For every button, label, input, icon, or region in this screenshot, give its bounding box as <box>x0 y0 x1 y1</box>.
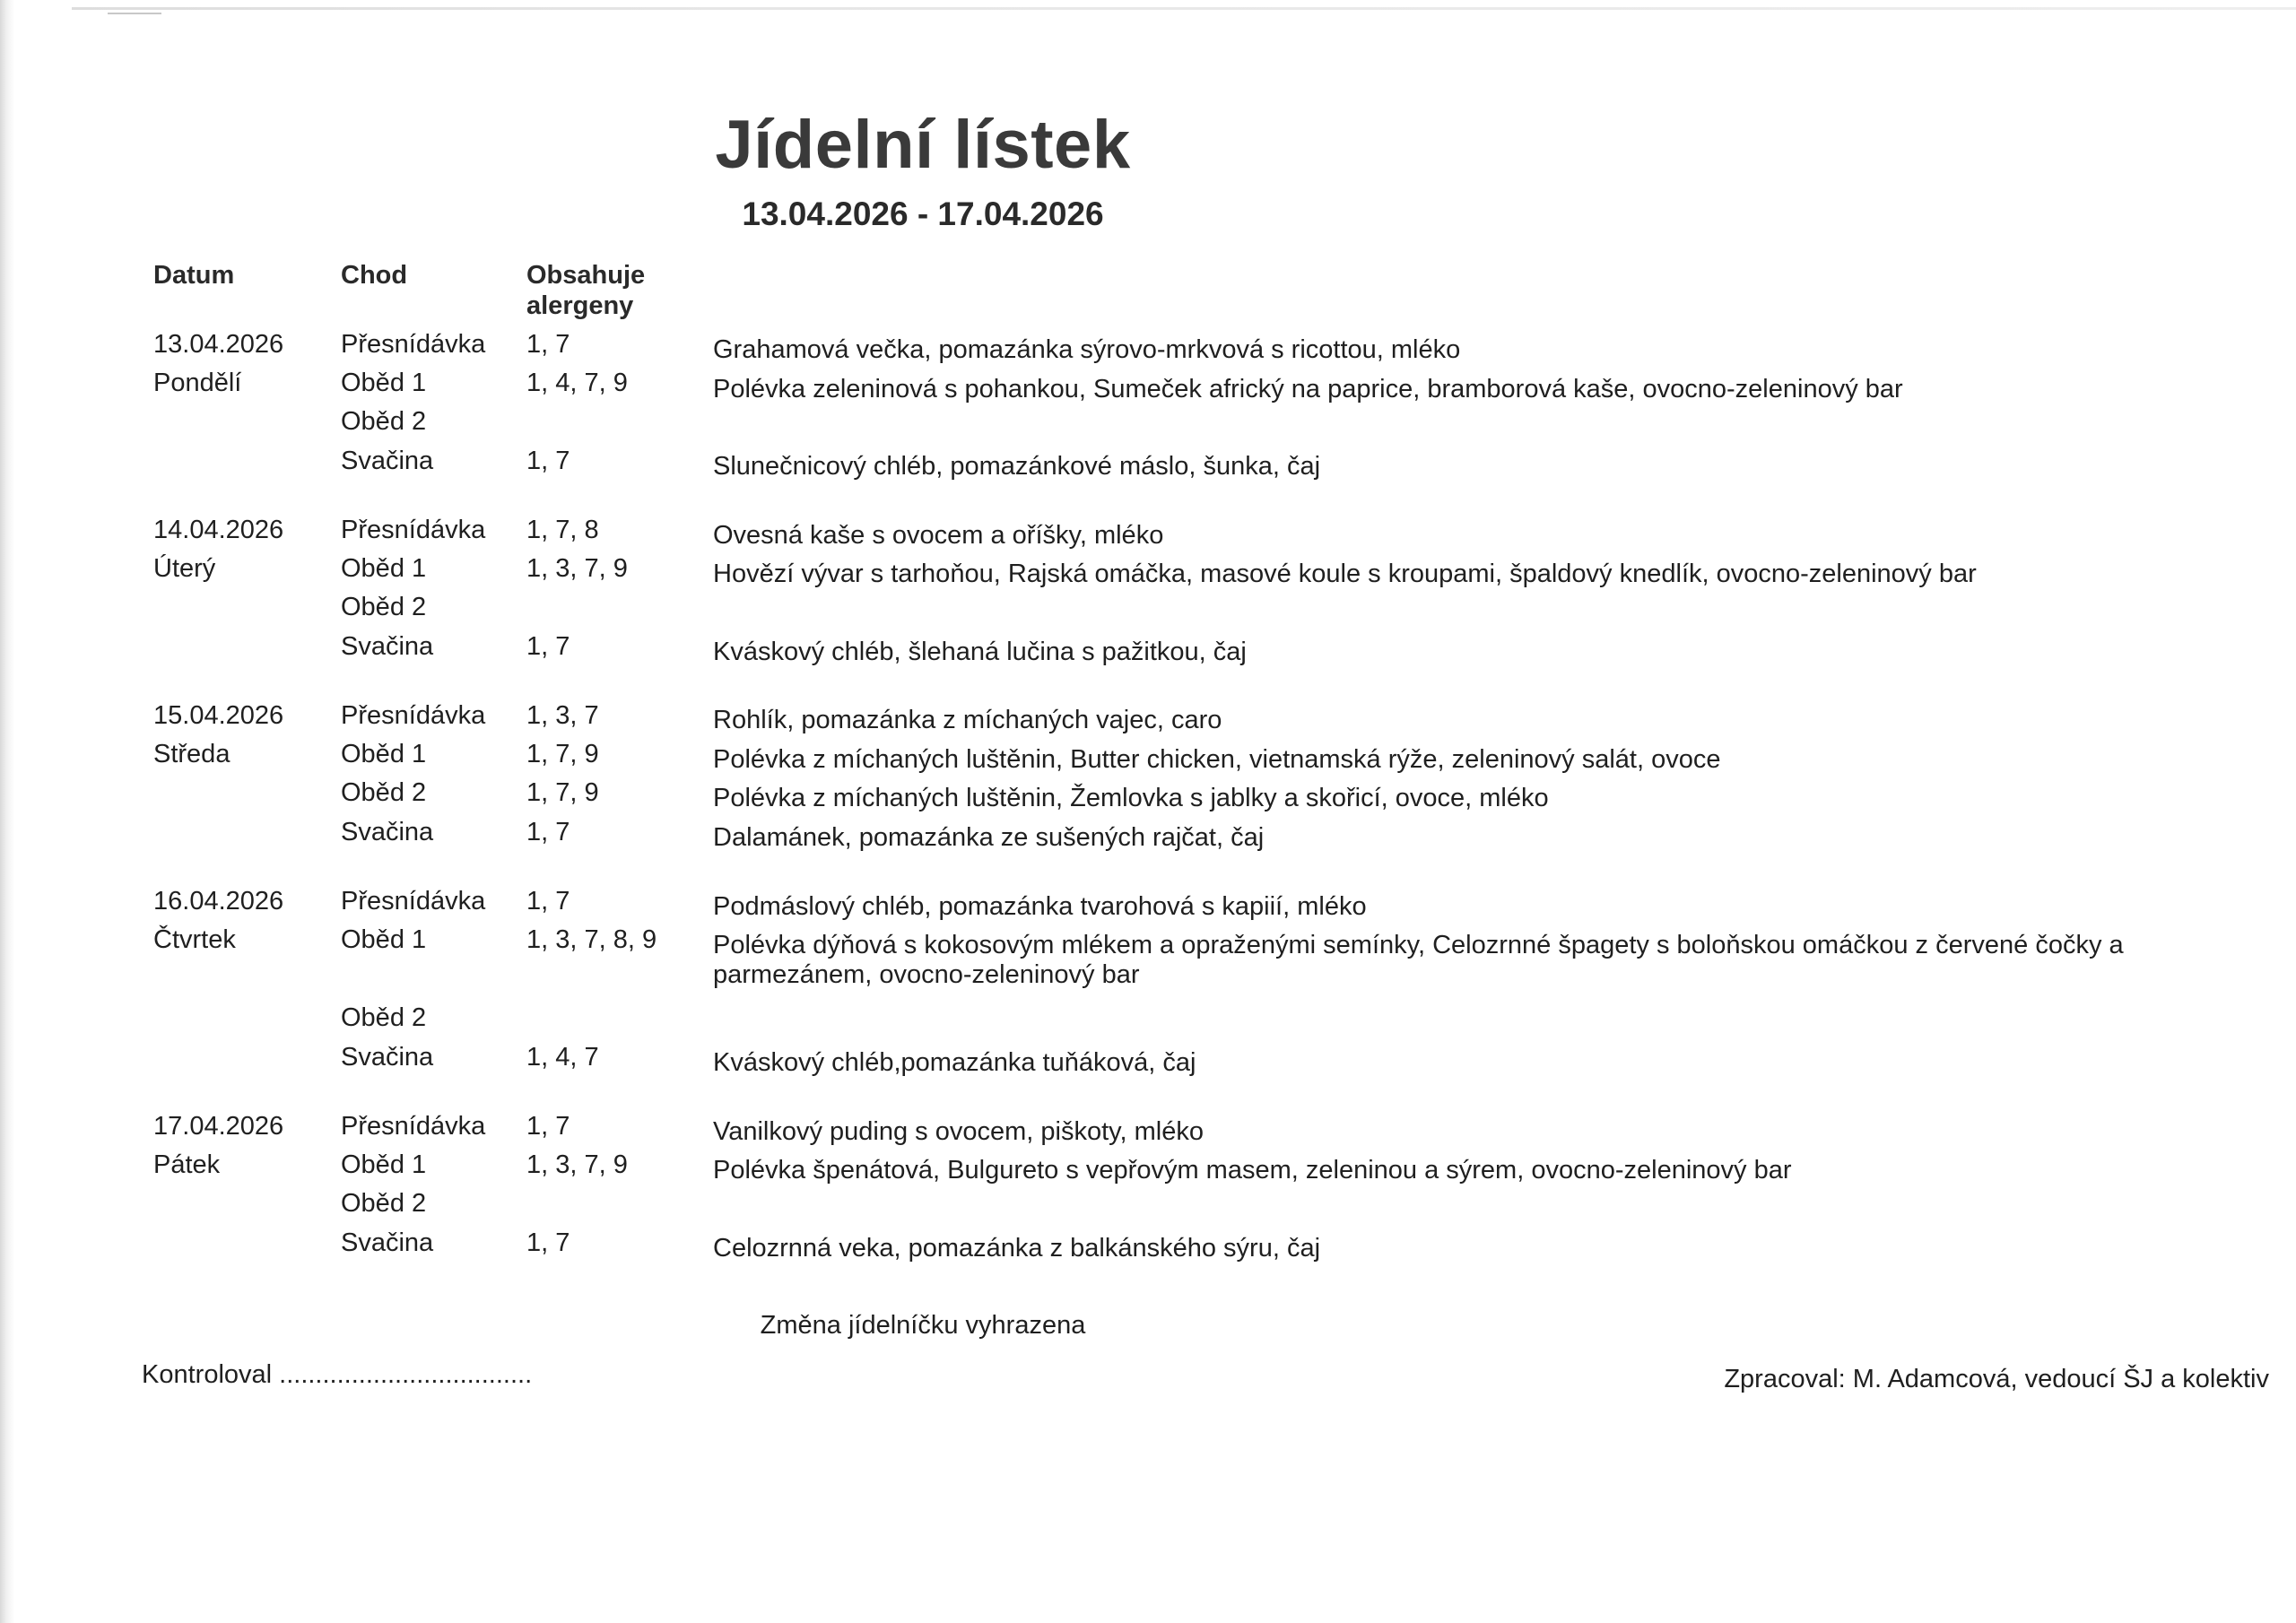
course-label: Oběd 2 <box>341 1003 427 1032</box>
meal-description: Kváskový chléb, šlehaná lučina s pažitkou, čaj <box>713 638 1247 666</box>
meal-description: Celozrnná veka, pomazánka z balkánského sýru, čaj <box>713 1234 1321 1263</box>
meal-description: Podmáslový chléb, pomazánka tvarohová s kapiií, mléko <box>713 892 1367 921</box>
day-name: Čtvrtek <box>153 925 236 954</box>
day-name: Středa <box>153 740 230 768</box>
meal-description: Kváskový chléb,pomazánka tuňáková, čaj <box>713 1048 1196 1077</box>
course-label: Oběd 2 <box>341 407 427 436</box>
allergens: 1, 7 <box>526 330 570 359</box>
meal-description: Slunečnicový chléb, pomazánkové máslo, šunka, čaj <box>713 452 1321 481</box>
course-label: Přesnídávka <box>341 701 486 730</box>
day-name: Pátek <box>153 1150 221 1179</box>
meal-description: Ovesná kaše s ovocem a oříšky, mléko <box>713 521 1164 550</box>
course-label: Oběd 2 <box>341 1189 427 1218</box>
scan-edge-left <box>0 0 14 1623</box>
allergens: 1, 7, 8 <box>526 516 599 544</box>
allergens: 1, 7 <box>526 632 570 661</box>
course-label: Oběd 1 <box>341 1150 427 1179</box>
course-label: Přesnídávka <box>341 887 486 916</box>
day-date: 17.04.2026 <box>153 1112 284 1141</box>
course-label: Oběd 1 <box>341 740 427 768</box>
course-label: Svačina <box>341 1043 434 1072</box>
day-name: Úterý <box>153 554 216 583</box>
meal-description: Rohlík, pomazánka z míchaných vajec, caro <box>713 706 1222 734</box>
course-label: Oběd 2 <box>341 593 427 621</box>
meal-description: Polévka zeleninová s pohankou, Sumeček africký na paprice, bramborová kaše, ovocno-zeleninový bar <box>713 375 1903 404</box>
course-label: Přesnídávka <box>341 330 486 359</box>
header-datum: Datum <box>153 261 235 290</box>
course-label: Svačina <box>341 818 434 846</box>
meal-description: Polévka špenátová, Bulgureto s vepřovým masem, zeleninou a sýrem, ovocno-zeleninový bar <box>713 1156 1792 1185</box>
course-label: Svačina <box>341 447 434 475</box>
checked-by-line: Kontroloval ................................... <box>142 1360 533 1389</box>
course-label: Svačina <box>341 632 434 661</box>
header-chod: Chod <box>341 261 408 290</box>
scan-mark <box>108 13 161 14</box>
allergens: 1, 3, 7, 8, 9 <box>526 925 657 954</box>
meal-description: Polévka z míchaných luštěnin, Žemlovka s jablky a skořicí, ovoce, mléko <box>713 784 1549 812</box>
course-label: Přesnídávka <box>341 1112 486 1141</box>
course-label: Svačina <box>341 1228 434 1257</box>
meal-description: Dalamánek, pomazánka ze sušených rajčat, čaj <box>713 823 1265 852</box>
allergens: 1, 7 <box>526 447 570 475</box>
day-name: Pondělí <box>153 369 242 397</box>
meal-description: Polévka z míchaných luštěnin, Butter chicken, vietnamská rýže, zeleninový salát, ovoce <box>713 745 1721 774</box>
allergens: 1, 7, 9 <box>526 740 599 768</box>
page-title: Jídelní lístek <box>715 107 1131 183</box>
allergens: 1, 4, 7, 9 <box>526 369 628 397</box>
meal-description: Vanilkový puding s ovocem, piškoty, mléko <box>713 1117 1204 1146</box>
course-label: Oběd 1 <box>341 925 427 954</box>
prepared-by: Zpracoval: M. Adamcová, vedoucí ŠJ a kolektiv <box>1724 1365 2269 1393</box>
course-label: Přesnídávka <box>341 516 486 544</box>
change-note: Změna jídelníčku vyhrazena <box>760 1311 1086 1340</box>
course-label: Oběd 1 <box>341 554 427 583</box>
meal-description: Grahamová večka, pomazánka sýrovo-mrkvová s ricottou, mléko <box>713 335 1461 364</box>
allergens: 1, 4, 7 <box>526 1043 599 1072</box>
allergens: 1, 3, 7 <box>526 701 599 730</box>
header-alergeny: Obsahuje alergeny <box>526 261 646 320</box>
date-range: 13.04.2026 - 17.04.2026 <box>742 195 1104 232</box>
meal-description: Polévka dýňová s kokosovým mlékem a opraženými semínky, Celozrnné špagety s boloňskou omáčkou z červené čočky a parmezánem, ovocno-zeleninový bar <box>713 931 2124 989</box>
allergens: 1, 7 <box>526 1228 570 1257</box>
allergens: 1, 7 <box>526 887 570 916</box>
scan-edge-top <box>72 7 2296 10</box>
day-date: 14.04.2026 <box>153 516 284 544</box>
meal-description: Hovězí vývar s tarhoňou, Rajská omáčka, masové koule s kroupami, špaldový knedlík, ovocno-zeleninový bar <box>713 560 1977 588</box>
allergens: 1, 7 <box>526 818 570 846</box>
day-date: 15.04.2026 <box>153 701 284 730</box>
allergens: 1, 7, 9 <box>526 778 599 807</box>
allergens: 1, 3, 7, 9 <box>526 1150 628 1179</box>
allergens: 1, 3, 7, 9 <box>526 554 628 583</box>
course-label: Oběd 2 <box>341 778 427 807</box>
course-label: Oběd 1 <box>341 369 427 397</box>
allergens: 1, 7 <box>526 1112 570 1141</box>
day-date: 13.04.2026 <box>153 330 284 359</box>
day-date: 16.04.2026 <box>153 887 284 916</box>
